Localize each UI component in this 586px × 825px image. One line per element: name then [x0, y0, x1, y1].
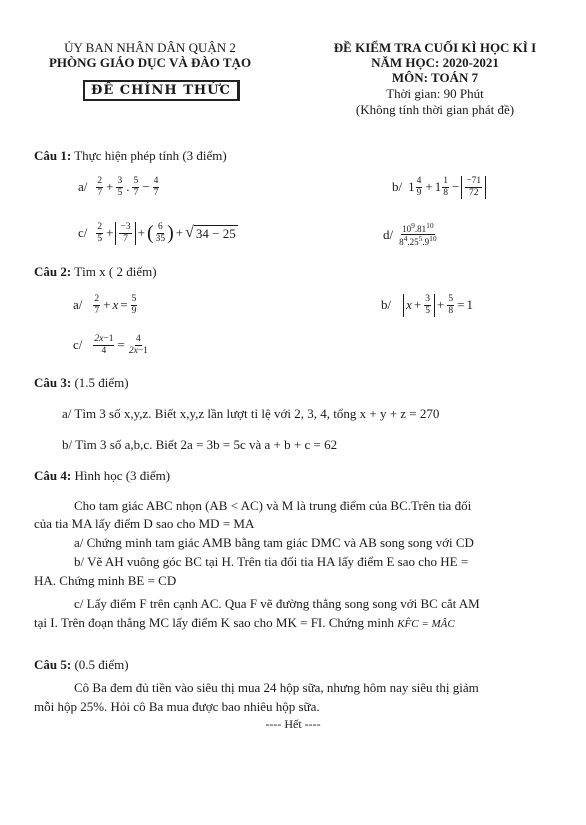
- q1-d: d/ $\frac{10^9.81^{10}}{8^4.25^5.9^{10}}$: [383, 221, 437, 248]
- exam-title: ĐỀ KIỂM TRA CUỐI KÌ HỌC KÌ I: [333, 40, 537, 55]
- q5-label: Câu 5:: [34, 657, 72, 672]
- q4-heading: [34, 468, 170, 484]
- q2-a-label: a/: [73, 297, 83, 313]
- q3-a: a/ Tìm 3 số x,y,z. Biết x,y,z lần lượt tỉ lệ với 2, 3, 4, tổng x + y + z = 270: [62, 406, 440, 421]
- q1-b: b/ 1 $\frac{4}{9}$ + 1 $\frac{1}{8}$ − $\frac{-71}{72}$: [392, 176, 486, 199]
- q4-part-c-line1: c/ Lấy điểm F trên cạnh AC. Qua F vẽ đường thẳng song song với BC cắt AM: [74, 596, 480, 611]
- q4-part-c-text: tại I. Trên đoạn thẳng MC lấy điểm K sao cho MK = FI. Chứng minh: [34, 615, 398, 630]
- official-stamp: ĐỀ CHÍNH THỨC: [83, 80, 240, 101]
- q2-c-label: c/: [73, 337, 83, 353]
- q4-part-c-math: KF̂C = MÂC: [397, 618, 455, 630]
- q2-b-label: b/: [381, 297, 392, 313]
- q2-a: a/ $\frac{2}{7}$ + x = $\frac{5}{9}$: [73, 294, 137, 316]
- header-department: PHÒNG GIÁO DỤC VÀ ĐÀO TẠO: [48, 55, 252, 70]
- q5-heading: [34, 657, 129, 673]
- school-year: NĂM HỌC: 2020-2021: [371, 55, 499, 70]
- q3-b: b/ Tìm 3 số a,b,c. Biết 2a = 3b = 5c và a + b + c = 62: [62, 437, 338, 452]
- q4-intro-line1: Cho tam giác ABC nhọn (AB < AC) và M là trung điểm của BC.Trên tia đối: [74, 498, 472, 513]
- q5-title: (0.5 điểm): [71, 657, 129, 672]
- q1-a: a/ $\frac{2}{7}$ + $\frac{3}{5}$ . $\frac{5}{7}$ − $\frac{4}{7}$: [78, 176, 159, 198]
- q4-part-b-line2: HA. Chứng minh BE = CD: [34, 573, 177, 588]
- subject: MÔN: TOÁN 7: [391, 70, 479, 85]
- q1-b-label: b/: [392, 179, 403, 195]
- q1-a-label: a/: [78, 179, 88, 195]
- q4-label: Câu 4:: [34, 468, 72, 483]
- duration-note: (Không tính thời gian phát đề): [355, 102, 515, 117]
- q1-c: c/ $\frac{2}{5}$ + $\frac{-3}{7}$ + ( $\frac{6}{35}$ ) + √ 34 − 25: [78, 222, 236, 245]
- q3-heading: [34, 375, 129, 391]
- duration: Thời gian: 90 Phút: [386, 86, 484, 101]
- q2-heading: [34, 264, 157, 280]
- q2-b: b/ x + $\frac{3}{5}$ + $\frac{5}{8}$ = 1: [381, 294, 473, 316]
- q4-title: Hình học (3 điểm): [71, 468, 171, 483]
- q3-label: Câu 3:: [34, 375, 72, 390]
- q4-part-c-line2: [34, 615, 455, 631]
- q2-title: Tìm x ( 2 điểm): [71, 264, 157, 279]
- q1-c-label: c/: [78, 225, 88, 241]
- header-district: ỦY BAN NHÂN DÂN QUẬN 2: [64, 40, 236, 55]
- q1-label: Câu 1:: [34, 148, 72, 163]
- q3-title: (1.5 điểm): [71, 375, 129, 390]
- q2-c: c/ $\frac{2x-1}{4}$ = $\frac{4}{2x-1}$: [73, 334, 148, 356]
- q4-part-b-line1: b/ Vẽ AH vuông góc BC tại H. Trên tia đối tia HA lấy điểm E sao cho HE =: [74, 554, 469, 569]
- q1-title: Thực hiện phép tính (3 điểm): [71, 148, 227, 163]
- q4-part-a: a/ Chứng minh tam giác AMB bằng tam giác DMC và AB song song với CD: [74, 535, 474, 550]
- q2-label: Câu 2:: [34, 264, 72, 279]
- q5-line1: Cô Ba đem đủ tiền vào siêu thị mua 24 hộp sữa, nhưng hôm nay siêu thị giảm: [74, 680, 479, 695]
- q1-d-label: d/: [383, 226, 394, 242]
- q4-intro-line2: của tia MA lấy điểm D sao cho MD = MA: [34, 516, 255, 531]
- q1-heading: [34, 148, 227, 164]
- q5-line2: mỗi hộp 25%. Hỏi cô Ba mua được bao nhiêu hộp sữa.: [34, 699, 320, 714]
- end-marker: ---- Hết ----: [265, 717, 321, 731]
